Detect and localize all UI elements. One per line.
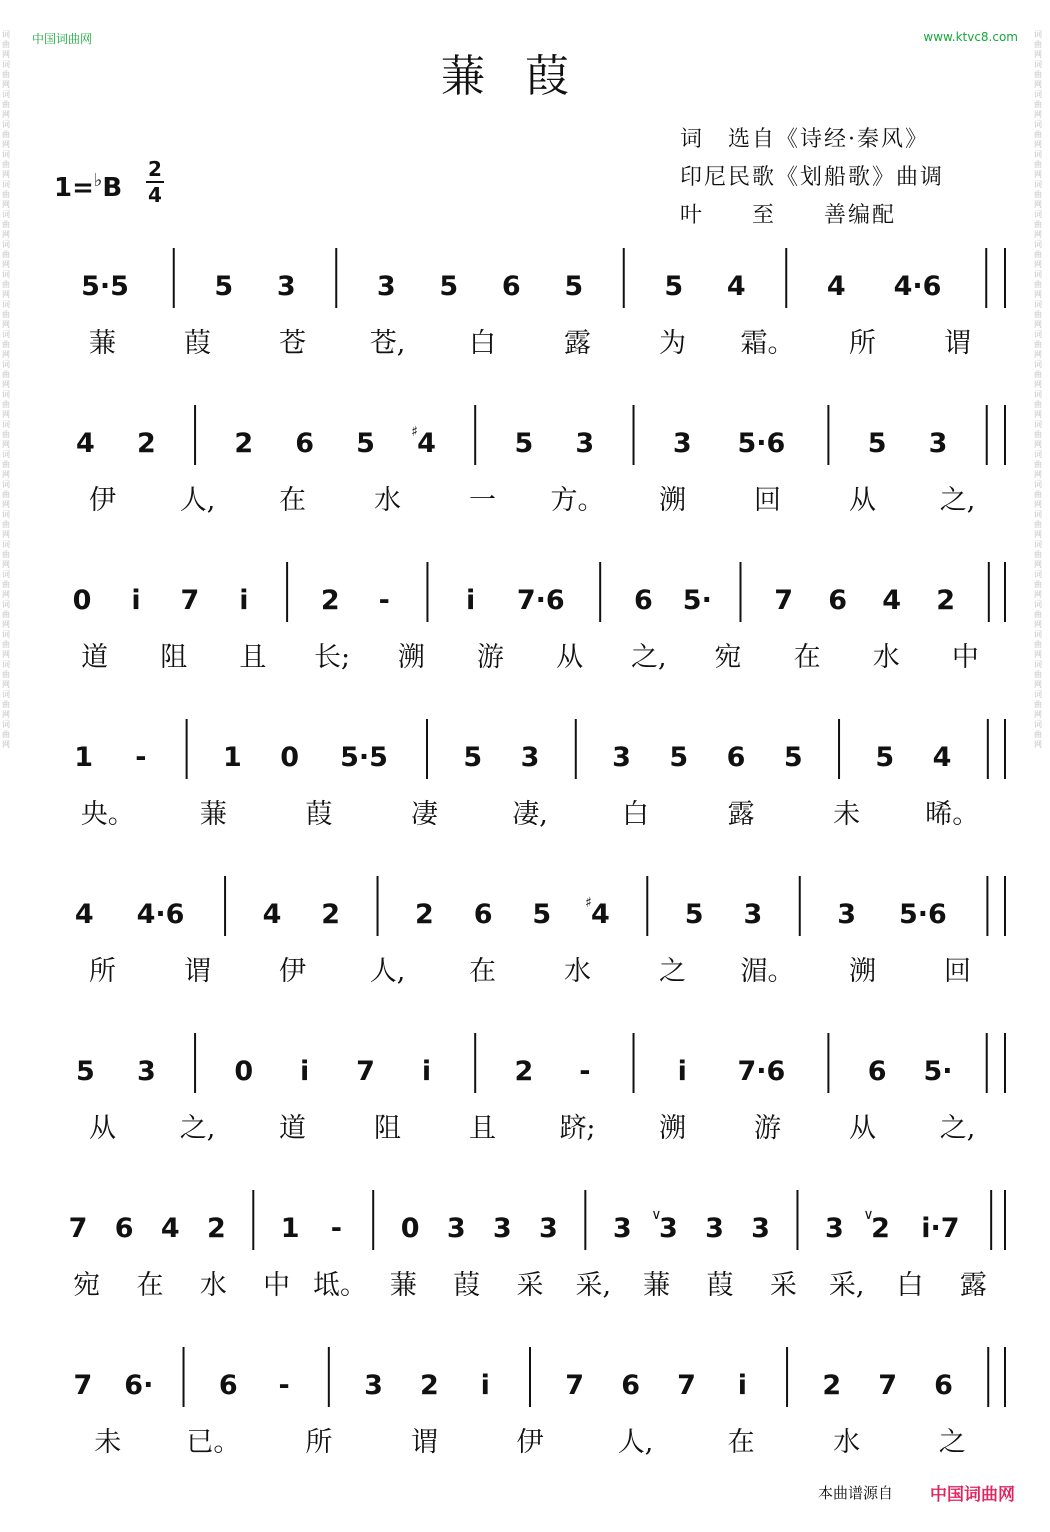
note: 6 <box>726 742 746 773</box>
credit-arranger: 叶 至 善编配 <box>680 203 897 228</box>
note: i <box>737 1370 747 1401</box>
note: 5 <box>514 428 534 459</box>
note: 5 <box>867 428 887 459</box>
lyric-char: 采 <box>516 1270 544 1301</box>
note: 3 <box>751 1213 770 1244</box>
note: i <box>480 1370 490 1401</box>
note: 4 <box>160 1213 180 1244</box>
note: 2 <box>871 1213 890 1244</box>
lyric-char: 凄 <box>410 799 438 830</box>
note: 7 <box>878 1370 898 1401</box>
lyric-char: 采 <box>769 1270 797 1301</box>
lyric-char: 回 <box>944 956 971 987</box>
note: 6 <box>501 271 521 302</box>
key-prefix: 1= <box>54 173 94 203</box>
note: 3 <box>446 1213 466 1244</box>
note: - <box>330 1213 342 1244</box>
note: i <box>677 1056 687 1087</box>
lyric-char: 谓 <box>410 1427 438 1458</box>
lyric-char: 水 <box>833 1427 861 1458</box>
note: 1 <box>74 742 94 773</box>
lyric-char: 溯 <box>849 956 876 987</box>
note: 6 <box>828 585 848 616</box>
lyric-char: 葭 <box>706 1270 734 1301</box>
lyric-char: 在 <box>793 642 821 673</box>
lyric-char: 水 <box>564 956 591 987</box>
note: i <box>421 1056 432 1087</box>
lyric-char: 游 <box>754 1113 781 1144</box>
note: 2 <box>207 1213 226 1244</box>
lyric-char: 且 <box>469 1113 496 1144</box>
lyric-char: 未 <box>833 799 861 830</box>
note: 5 <box>684 899 704 930</box>
lyric-char: 中 <box>951 642 979 673</box>
lyric-char: 且 <box>239 642 267 673</box>
note: 7 <box>774 585 794 616</box>
note: 2 <box>321 899 341 930</box>
lyric-char: 人, <box>617 1427 654 1458</box>
note: 6 <box>114 1213 134 1244</box>
lyric-char: 在 <box>136 1270 164 1301</box>
lyric-char: 苍 <box>279 328 306 359</box>
lyric-char: 跻; <box>559 1113 596 1144</box>
note: 0 <box>72 585 92 616</box>
lyric-char: 水 <box>872 642 900 673</box>
lyric-char: 湄。 <box>740 956 795 987</box>
note: - <box>135 742 147 773</box>
lyric-char: 伊 <box>279 956 306 987</box>
side-watermark-left: 词曲网词曲网词曲网词曲网词曲网词曲网词曲网词曲网词曲网词曲网词曲网词曲网词曲网词曲网词曲网词曲网词曲网词曲网词曲网词曲网词曲网词曲网词曲网词曲网 <box>2 30 10 749</box>
note: 2 <box>514 1056 534 1087</box>
lyric-char: 之, <box>939 485 976 516</box>
note: 3 <box>520 742 540 773</box>
note: 3 <box>658 1213 678 1244</box>
lyric-char: 谓 <box>944 328 971 359</box>
note: 5·6 <box>898 899 947 930</box>
song-title: 蒹葭 <box>441 51 609 102</box>
note: 3 <box>705 1213 724 1244</box>
sharp-sign: ♯ <box>584 895 592 911</box>
note: 7 <box>565 1370 585 1401</box>
note: 3 <box>824 1213 844 1244</box>
note: i <box>239 585 249 616</box>
lyric-char: 所 <box>89 956 116 987</box>
note: 5·5 <box>340 742 388 773</box>
note: - <box>579 1056 591 1087</box>
lyric-char: 人, <box>179 485 216 516</box>
lyric-char: 谓 <box>184 956 211 987</box>
lyric-char: 在 <box>727 1427 755 1458</box>
note: 7 <box>73 1370 93 1401</box>
lyric-char: 蒹 <box>199 799 227 830</box>
note: 2 <box>234 428 254 459</box>
lyric-char: 已。 <box>186 1427 241 1458</box>
time-signature-top: 2 <box>148 157 162 181</box>
note: 5 <box>214 271 234 302</box>
note: 5 <box>669 742 689 773</box>
lyric-char: 溯 <box>397 642 425 673</box>
note: i <box>465 585 476 616</box>
note: 7 <box>356 1056 375 1087</box>
note: 2 <box>420 1370 439 1401</box>
note: 6· <box>124 1370 154 1401</box>
note: 1 <box>280 1213 300 1244</box>
lyric-char: 蒹 <box>389 1270 417 1301</box>
key-note: B <box>102 173 123 203</box>
lyric-char: 人, <box>369 956 406 987</box>
note: 4 <box>262 899 282 930</box>
note: i <box>300 1056 310 1087</box>
note: 5 <box>564 271 584 302</box>
note: 7 <box>677 1370 696 1401</box>
lyric-char: 在 <box>469 956 496 987</box>
credit-melody: 印尼民歌《划船歌》曲调 <box>680 165 945 190</box>
lyric-char: 在 <box>279 485 306 516</box>
lyric-char: 葭 <box>453 1270 481 1301</box>
lyric-char: 之, <box>939 1113 976 1144</box>
note: 2 <box>136 428 156 459</box>
lyric-char: 晞。 <box>925 799 980 830</box>
note: 1 <box>223 742 242 773</box>
lyric-char: 央。 <box>80 799 135 830</box>
note: 0 <box>234 1056 254 1087</box>
lyric-char: 回 <box>754 485 781 516</box>
note: 4 <box>826 271 846 302</box>
note: 4 <box>726 271 746 302</box>
note: 5 <box>463 742 483 773</box>
side-watermark-right: 词曲网词曲网词曲网词曲网词曲网词曲网词曲网词曲网词曲网词曲网词曲网词曲网词曲网词曲网词曲网词曲网词曲网词曲网词曲网词曲网词曲网词曲网词曲网词曲网 <box>1034 30 1042 749</box>
note: 6 <box>621 1370 640 1401</box>
lyric-char: 从 <box>849 1113 876 1144</box>
lyric-char: 凄, <box>512 799 548 830</box>
lyric-char: 从 <box>556 642 584 673</box>
lyric-char: 溯 <box>659 1113 686 1144</box>
note: 3 <box>612 1213 632 1244</box>
lyric-char: 长; <box>314 642 351 673</box>
site-url-right[interactable]: www.ktvc8.com <box>923 30 1018 44</box>
lyric-char: 水 <box>199 1270 227 1301</box>
note: 2 <box>320 585 340 616</box>
lyric-char: 道 <box>81 642 109 673</box>
footer-source-brand[interactable]: 中国词曲网 <box>930 1485 1015 1505</box>
lyric-char: 所 <box>849 328 876 359</box>
lyric-char: 采, <box>575 1270 612 1301</box>
note: 7 <box>180 585 200 616</box>
note: 3 <box>612 742 631 773</box>
lyric-char: 游 <box>476 642 504 673</box>
note: 4 <box>932 742 952 773</box>
note: 5· <box>682 585 712 616</box>
lyric-char: 葭 <box>305 799 333 830</box>
lyric-char: 露 <box>959 1270 987 1301</box>
note: 6 <box>934 1370 953 1401</box>
note: 5 <box>356 428 375 459</box>
lyric-char: 未 <box>94 1427 122 1458</box>
lyric-char: 道 <box>279 1113 306 1144</box>
note: 0 <box>400 1213 420 1244</box>
lyric-char: 一 <box>469 485 496 516</box>
lyric-char: 白 <box>469 328 496 359</box>
note: 3 <box>743 899 763 930</box>
note: 4·6 <box>136 899 185 930</box>
lyric-char: 之 <box>938 1427 966 1458</box>
note: 5 <box>664 271 684 302</box>
note: 4 <box>882 585 902 616</box>
lyric-char: 霜。 <box>740 328 795 359</box>
note: 4 <box>590 899 610 930</box>
note: 5·6 <box>737 428 786 459</box>
note: i <box>131 585 141 616</box>
lyric-char: 露 <box>564 328 591 359</box>
lyric-char: 方。 <box>550 485 605 516</box>
lyric-char: 宛 <box>714 642 742 673</box>
note: 4·6 <box>893 271 942 302</box>
note: - <box>378 585 390 616</box>
note: 7·6 <box>516 585 565 616</box>
note: 3 <box>492 1213 512 1244</box>
note: 4 <box>74 899 94 930</box>
sharp-sign: ♯ <box>411 424 418 440</box>
lyric-char: 蒹 <box>643 1270 671 1301</box>
note: 2 <box>415 899 434 930</box>
lyric-char: 为 <box>659 328 686 359</box>
lyric-char: 宛 <box>73 1270 101 1301</box>
note: 5 <box>875 742 895 773</box>
note: i·7 <box>921 1213 960 1244</box>
key-flat: ♭ <box>93 170 103 191</box>
note: 3 <box>276 271 296 302</box>
note: 5· <box>923 1056 953 1087</box>
note: 6 <box>867 1056 887 1087</box>
lyric-char: 之 <box>659 956 686 987</box>
note: 5 <box>783 742 803 773</box>
credit-lyrics: 词 选自《诗经·秦风》 <box>680 127 929 152</box>
note: 7·6 <box>737 1056 786 1087</box>
note: 6 <box>473 899 493 930</box>
breath-mark: ∨ <box>651 1207 662 1223</box>
lyric-char: 水 <box>374 485 401 516</box>
lyric-char: 之, <box>179 1113 216 1144</box>
lyric-char: 葭 <box>184 328 211 359</box>
note: 3 <box>837 899 857 930</box>
note: 5·5 <box>81 271 129 302</box>
note: 7 <box>68 1213 88 1244</box>
note: 6 <box>218 1370 238 1401</box>
note: - <box>278 1370 290 1401</box>
note: 5 <box>439 271 459 302</box>
note: 3 <box>376 271 396 302</box>
lyric-char: 所 <box>305 1427 333 1458</box>
lyric-char: 苍, <box>369 328 406 359</box>
lyric-char: 阻 <box>374 1113 401 1144</box>
footer-source-label: 本曲谱源自 <box>818 1484 894 1502</box>
note: 3 <box>928 428 948 459</box>
note: 2 <box>822 1370 842 1401</box>
note: 3 <box>136 1056 156 1087</box>
lyric-char: 从 <box>849 485 876 516</box>
site-name-left[interactable]: 中国词曲网 <box>32 32 93 46</box>
lyric-char: 阻 <box>160 642 188 673</box>
note: 4 <box>417 428 436 459</box>
lyric-char: 露 <box>727 799 755 830</box>
lyric-char: 白 <box>896 1270 924 1301</box>
lyric-char: 蒹 <box>89 328 116 359</box>
lyric-char: 采, <box>828 1270 865 1301</box>
lyric-char: 坻。 <box>313 1270 367 1301</box>
time-signature-bottom: 4 <box>148 183 162 207</box>
lyric-char: 伊 <box>89 485 116 516</box>
lyric-char: 伊 <box>516 1427 544 1458</box>
lyric-char: 从 <box>89 1113 116 1144</box>
note: 6 <box>295 428 315 459</box>
lyric-char: 中 <box>263 1270 291 1301</box>
note: 5 <box>532 899 552 930</box>
note: 3 <box>364 1370 383 1401</box>
note: 2 <box>936 585 956 616</box>
breath-mark: ∨ <box>863 1207 874 1223</box>
note: 4 <box>76 428 95 459</box>
note: 3 <box>575 428 595 459</box>
lyric-char: 之, <box>630 642 667 673</box>
note: 6 <box>633 585 653 616</box>
lyric-char: 白 <box>622 799 650 830</box>
note: 5 <box>76 1056 95 1087</box>
note: 3 <box>672 428 692 459</box>
note: 3 <box>539 1213 558 1244</box>
note: 0 <box>280 742 300 773</box>
lyric-char: 溯 <box>659 485 686 516</box>
